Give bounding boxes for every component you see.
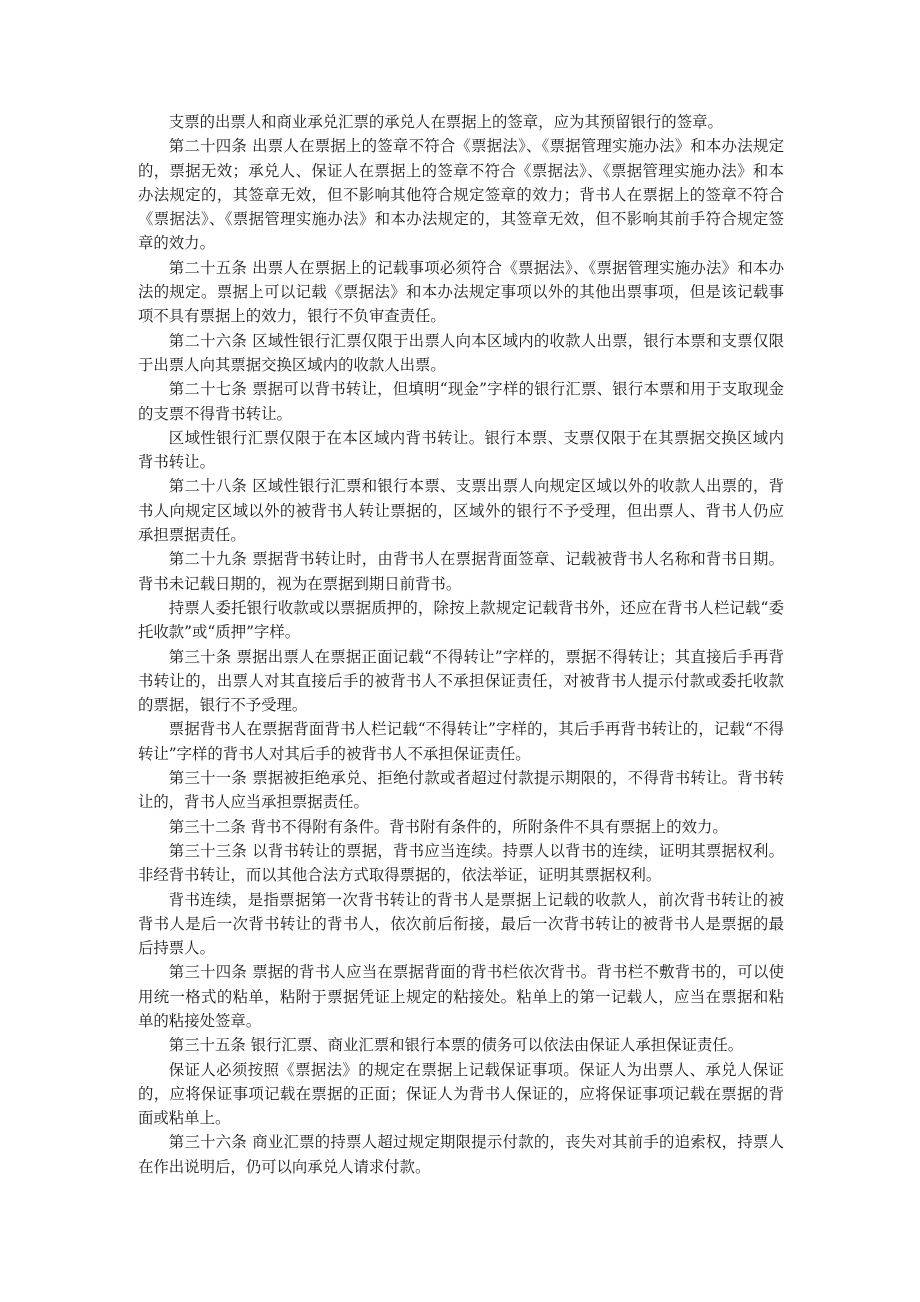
paragraph: 第三十二条 背书不得附有条件。背书附有条件的，所附条件不具有票据上的效力。 [168,817,728,836]
paragraph: 票据背书人在票据背面背书人栏记载“不得转让”字样的，其后手再背书转让的，记载“不得转让”字样的背书人对其后手的被背书人不承担保证责任。 [138,720,784,763]
paragraph: 第二十四条 出票人在票据上的签章不符合《票据法》、《票据管理实施办法》和本办法规定的，票据无效；承兑人、保证人在票据上的签章不符合《票据法》、《票据管理实施办法》和本办法规定的，其签章无效，但不影响其他符合规定签章的效力；背书人在票据上的签章不符合《票据法》、《票据管理实施办法》和本办法规定的，其签章无效，但不影响其前手符合规定签章的效力。 [138,137,784,253]
paragraph: 第三十四条 票据的背书人应当在票据背面的背书栏依次背书。背书栏不敷背书的，可以使用统一格式的粘单，粘附于票据凭证上规定的粘接处。粘单上的第一记载人，应当在票据和粘单的粘接处签章。 [138,963,784,1030]
paragraph: 第二十八条 区域性银行汇票和银行本票、支票出票人向规定区域以外的收款人出票的，背书人向规定区域以外的被背书人转让票据的，区域外的银行不予受理，但出票人、背书人仍应承担票据责任。 [138,477,784,545]
paragraph: 持票人委托银行收款或以票据质押的，除按上款规定记载背书外，还应在背书人栏记载“委托收款”或“质押”字样。 [138,598,784,642]
paragraph: 第三十六条 商业汇票的持票人超过规定期限提示付款的，丧失对其前手的追索权，持票人在作出说明后，仍可以向承兑人请求付款。 [138,1133,784,1176]
paragraph: 支票的出票人和商业承兑汇票的承兑人在票据上的签章，应为其预留银行的签章。 [168,113,723,131]
paragraph: 第二十五条 出票人在票据上的记载事项必须符合《票据法》、《票据管理实施办法》和本办法的规定。票据上可以记载《票据法》和本办法规定事项以外的其他出票事项，但是该记载事项不具有票据上的效力，银行不负审查责任。 [138,258,784,326]
paragraph: 第三十三条 以背书转让的票据，背书应当连续。持票人以背书的连续，证明其票据权利。非经背书转让，而以其他合法方式取得票据的，依法举证，证明其票据权利。 [138,841,784,885]
paragraph: 背书连续，是指票据第一次背书转让的背书人是票据上记载的收款人，前次背书转让的被背书人是后一次背书转让的背书人，依次前后衔接，最后一次背书转让的被背书人是票据的最后持票人。 [138,890,784,958]
paragraph: 区域性银行汇票仅限于在本区域内背书转让。银行本票、支票仅限于在其票据交换区域内背书转让。 [138,428,784,472]
paragraph: 第三十一条 票据被拒绝承兑、拒绝付款或者超过付款提示期限的，不得背书转让。背书转让的，背书人应当承担票据责任。 [138,769,784,812]
paragraph: 第三十五条 银行汇票、商业汇票和银行本票的债务可以依法由保证人承担保证责任。 [168,1036,744,1055]
paragraph: 第二十六条 区域性银行汇票仅限于出票人向本区域内的收款人出票，银行本票和支票仅限于出票人向其票据交换区域内的收款人出票。 [138,331,784,374]
paragraph: 第二十七条 票据可以背书转让，但填明“现金”字样的银行汇票、银行本票和用于支取现金的支票不得背书转让。 [138,380,784,423]
paragraph: 第三十条 票据出票人在票据正面记载“不得转让”字样的，票据不得转让；其直接后手再背书转让的，出票人对其直接后手的被背书人不承担保证责任，对被背书人提示付款或委托收款的票据，银行不予受理。 [138,647,784,715]
document-body [138,110,784,1179]
paragraph: 第二十九条 票据背书转让时，由背书人在票据背面签章、记载被背书人名称和背书日期。背书未记载日期的，视为在票据到期日前背书。 [138,550,784,593]
paragraph: 保证人必须按照《票据法》的规定在票据上记载保证事项。保证人为出票人、承兑人保证的，应将保证事项记载在票据的正面；保证人为背书人保证的，应将保证事项记载在票据的背面或粘单上。 [138,1060,784,1128]
